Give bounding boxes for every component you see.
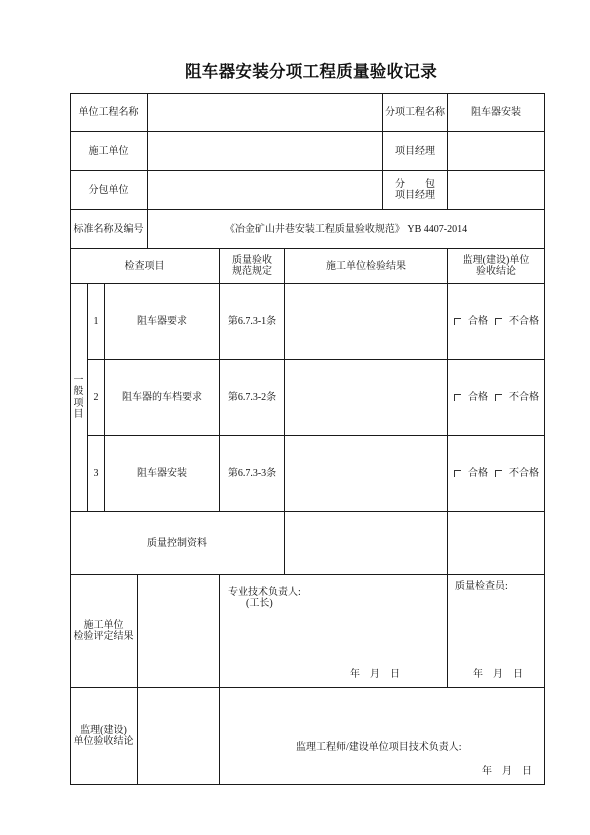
pass-label: 合格: [468, 392, 488, 403]
checkbox-fail-icon[interactable]: [495, 394, 502, 401]
tech-lead-date: 年 月 日: [350, 669, 400, 680]
conclusion-options: [448, 468, 544, 479]
subcontract-unit-label: 分包单位: [70, 171, 148, 210]
quality-control-conclusion-field[interactable]: [448, 512, 545, 575]
supervising-engineer-label: 监理工程师/建设单位项目技术负责人:: [296, 742, 462, 753]
item-spec: 第6.7.3-1条: [220, 284, 285, 360]
item-result-field[interactable]: [285, 436, 448, 512]
supervision-field[interactable]: [138, 688, 220, 785]
form-title: 阻车器安装分项工程质量验收记录: [185, 62, 437, 81]
inspector-label: 质量检查员:: [455, 581, 508, 592]
pass-label: 合格: [468, 468, 488, 479]
item-number: 1: [88, 284, 105, 360]
conclusion-header-line1: 监理(建设)单位: [462, 255, 530, 266]
checkbox-fail-icon[interactable]: [495, 470, 502, 477]
standard-value: 《冶金矿山井巷安装工程质量验收规范》 YB 4407-2014: [148, 210, 545, 249]
project-manager-field[interactable]: [448, 132, 545, 171]
item-name: 阻车器要求: [105, 284, 220, 360]
item-result-field[interactable]: [285, 284, 448, 360]
construction-eval-field[interactable]: [138, 575, 220, 688]
construction-unit-label: 施工单位: [70, 132, 148, 171]
item-conclusion: [448, 284, 545, 360]
pass-label: 合格: [468, 316, 488, 327]
fail-label: 不合格: [509, 392, 539, 403]
construction-eval-label: [70, 575, 138, 688]
general-items-group-text: 一般项目: [73, 374, 84, 420]
supervision-label-line2: 单位验收结论: [73, 736, 134, 747]
construction-unit-field[interactable]: [148, 132, 383, 171]
quality-control-result-field[interactable]: [285, 512, 448, 575]
item-result-field[interactable]: [285, 360, 448, 436]
subcontract-manager-field[interactable]: [448, 171, 545, 210]
tech-lead-signature-area[interactable]: [220, 575, 448, 688]
subcontract-manager-label-line2: 项目经理: [395, 190, 435, 201]
construction-eval-label-line1: 施工单位: [83, 620, 124, 631]
checkbox-pass-icon[interactable]: [454, 470, 461, 477]
subcontract-manager-label-line1: 分 包: [395, 179, 435, 190]
conclusion-options: [448, 316, 544, 327]
inspector-signature-area[interactable]: [448, 575, 545, 688]
item-number: 3: [88, 436, 105, 512]
fail-label: 不合格: [509, 316, 539, 327]
tech-lead-label: 专业技术负责人:: [228, 587, 301, 598]
spec-header: [220, 249, 285, 284]
fail-label: 不合格: [509, 468, 539, 479]
item-name: 阻车器安装: [105, 436, 220, 512]
foreman-label: (工长): [246, 598, 273, 609]
checkbox-fail-icon[interactable]: [495, 318, 502, 325]
general-items-group-label: [70, 284, 88, 512]
checkbox-pass-icon[interactable]: [454, 318, 461, 325]
conclusion-header-line2: 验收结论: [476, 266, 516, 277]
unit-project-label: 单位工程名称: [70, 93, 148, 132]
spec-header-line2: 规范规定: [232, 266, 272, 277]
project-manager-label: 项目经理: [383, 132, 448, 171]
checkbox-pass-icon[interactable]: [454, 394, 461, 401]
item-number: 2: [88, 360, 105, 436]
supervision-date: 年 月 日: [482, 766, 532, 777]
item-spec: 第6.7.3-2条: [220, 360, 285, 436]
supervision-label: [70, 688, 138, 785]
supervision-label-line1: 监理(建设): [80, 725, 127, 736]
conclusion-options: [448, 392, 544, 403]
subcontract-manager-label: [383, 171, 448, 210]
conclusion-header: [448, 249, 545, 284]
supervision-signature-area[interactable]: [220, 688, 545, 785]
spec-header-line1: 质量验收: [232, 255, 272, 266]
inspector-date: 年 月 日: [473, 669, 523, 680]
subcontract-unit-field[interactable]: [148, 171, 383, 210]
item-name: 阻车器的车档要求: [105, 360, 220, 436]
check-item-header: 检查项目: [70, 249, 220, 284]
item-spec: 第6.7.3-3条: [220, 436, 285, 512]
quality-control-label: 质量控制资料: [70, 512, 285, 575]
item-conclusion: [448, 360, 545, 436]
sub-project-label: 分项工程名称: [383, 93, 448, 132]
sub-project-value: 阻车器安装: [448, 93, 545, 132]
construction-eval-label-line2: 检验评定结果: [73, 631, 134, 642]
item-conclusion: [448, 436, 545, 512]
unit-project-field[interactable]: [148, 93, 383, 132]
result-header: 施工单位检验结果: [285, 249, 448, 284]
standard-label: 标准名称及编号: [70, 210, 148, 249]
